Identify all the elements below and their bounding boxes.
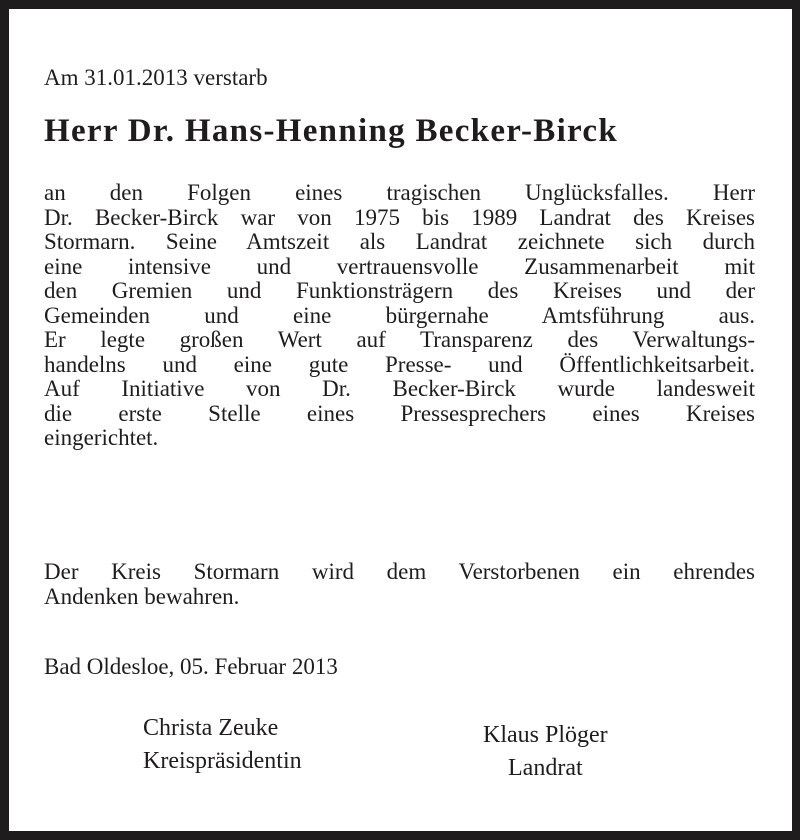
- text-line: eine intensive und vertrauensvolle Zusammenarbeit mit: [44, 253, 755, 279]
- place-date: Bad Oldesloe, 05. Februar 2013: [44, 654, 338, 679]
- text-line: Stormarn. Seine Amtszeit als Landrat zeichnete sich durch: [44, 229, 755, 254]
- text-line: an den Folgen eines tragischen Unglücksfalles. Herr: [44, 180, 755, 205]
- text-line: Er legte großen Wert auf Transparenz des Verwaltungs-: [44, 327, 755, 352]
- text-line: handelns und eine gute Presse- und Öffentlichkeitsarbeit.: [44, 351, 755, 377]
- text-line: die erste Stelle eines Pressesprechers eines Kreises: [44, 400, 755, 426]
- signatory-name: Christa Zeuke: [143, 715, 279, 741]
- obituary-notice: [9, 9, 792, 831]
- text-line: eingerichtet.: [44, 425, 159, 450]
- text-line: Gemeinden und eine bürgernahe Amtsführung aus.: [44, 302, 755, 328]
- text-line: Der Kreis Stormarn wird dem Verstorbenen ein ehrendes: [44, 559, 755, 584]
- signatory-name: Klaus Plöger: [483, 722, 608, 748]
- text-line: den Gremien und Funktionsträgern des Kreises und der: [44, 278, 755, 303]
- deceased-name: Herr Dr. Hans-Henning Becker-Birck: [44, 113, 619, 149]
- text-line: Andenken bewahren.: [44, 583, 240, 609]
- signatory-role: Landrat: [508, 755, 583, 781]
- signature-block: [143, 712, 302, 778]
- body-paragraph: [44, 181, 755, 451]
- text-line: Dr. Becker-Birck war von 1975 bis 1989 Landrat des Kreises: [44, 204, 755, 230]
- signatory-role: Kreispräsidentin: [143, 748, 302, 774]
- text-line: Auf Initiative von Dr. Becker-Birck wurde landesweit: [44, 376, 755, 401]
- closing-paragraph: [44, 560, 755, 609]
- intro-line: Am 31.01.2013 verstarb: [44, 65, 268, 90]
- signature-block: [483, 719, 608, 785]
